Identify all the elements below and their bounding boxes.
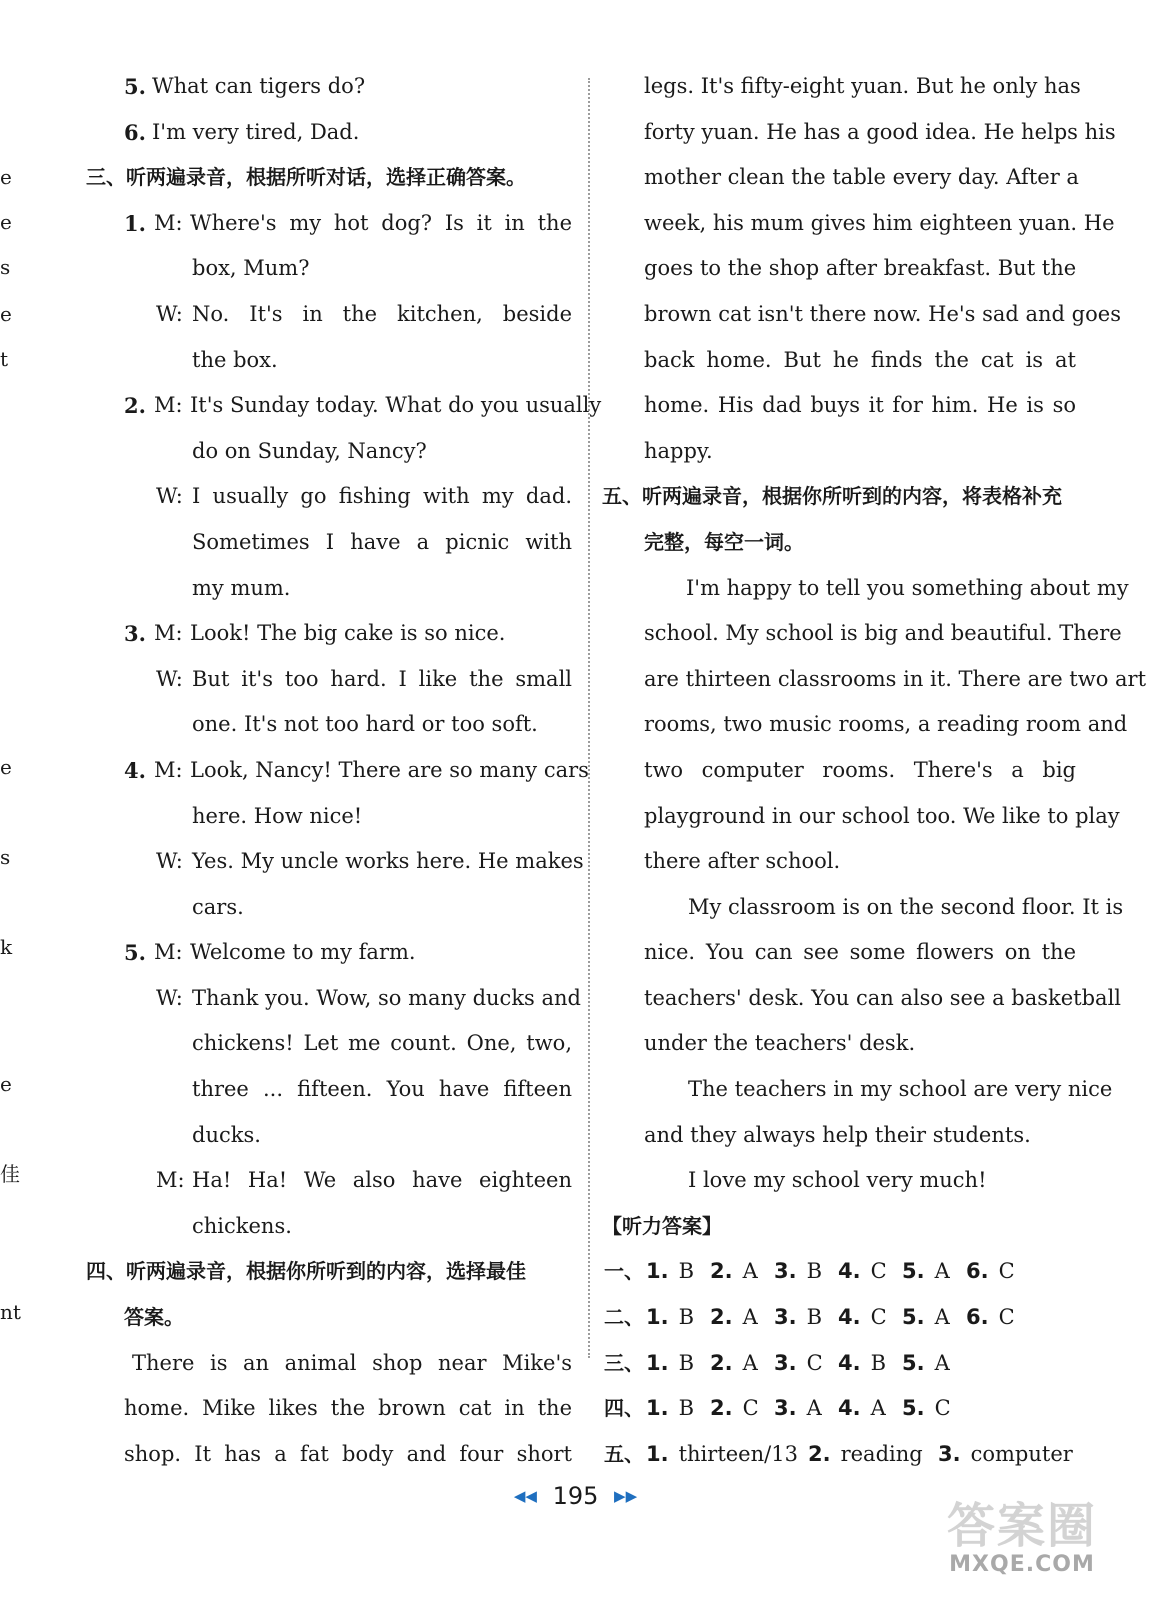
column-divider (588, 78, 590, 1358)
dialogue-line: box, Mum? (192, 256, 310, 281)
answers-title: 【听力答案】 (602, 1213, 722, 1238)
speaker-label: W: (156, 301, 183, 326)
answer-item (808, 1432, 923, 1478)
speaker-label: M: (154, 621, 183, 646)
answer-item (838, 1295, 887, 1341)
passage-line: and they always help their students. (644, 1122, 1031, 1147)
passage-line: playground in our school too. We like to play (644, 803, 1120, 828)
answer-value: C (998, 1305, 1015, 1330)
passage-line: shop. It has a fat body and four short (124, 1441, 572, 1466)
answer-item (646, 1295, 694, 1341)
watermark-logo (929, 1500, 1115, 1586)
watermark-url: MXQE.COM (949, 1552, 1095, 1577)
answer-item (646, 1249, 694, 1295)
answer-value: A (742, 1350, 758, 1375)
dialogue-text: Thank you. Wow, so many ducks and (192, 985, 581, 1010)
answer-label: 五、 (604, 1441, 644, 1466)
answer-row (602, 1386, 1076, 1432)
answer-value: C (870, 1305, 887, 1330)
answer-item (838, 1249, 887, 1295)
passage-line: week, his mum gives him eighteen yuan. He (644, 210, 1115, 235)
answer-value: C (742, 1396, 759, 1421)
answer-num: 2. (710, 1259, 733, 1284)
dialogue-line (86, 839, 584, 885)
answer-value: B (870, 1350, 887, 1375)
answer-num: 3. (774, 1305, 797, 1330)
dialogue-line (86, 976, 581, 1022)
dialogue-line (86, 930, 572, 976)
answer-item (646, 1386, 694, 1432)
answer-row (602, 1295, 1076, 1341)
edge-fragment: e (0, 1072, 12, 1096)
edge-fragment: t (0, 347, 9, 371)
answer-label: 三、 (604, 1350, 644, 1375)
speaker-label: M: (154, 757, 183, 782)
answer-num: 3. (774, 1350, 797, 1375)
answer-num: 5. (902, 1350, 925, 1375)
answer-num: 3. (774, 1396, 797, 1421)
answer-value: C (870, 1259, 887, 1284)
edge-fragment: nt (0, 1300, 21, 1324)
answer-num: 3. (938, 1441, 961, 1466)
item-number: 4. (124, 757, 146, 783)
speaker-label: W: (156, 484, 183, 509)
passage-line: back home. But he finds the cat is at (644, 347, 1076, 372)
dialogue-text: Look! The big cake is so nice. (190, 621, 506, 646)
right-column (602, 64, 1147, 1477)
passage-line: there after school. (644, 849, 841, 874)
edge-fragment: e (0, 210, 12, 234)
dialogue-text: Look, Nancy! There are so many cars (190, 757, 589, 782)
dialogue-text: No. It's in the kitchen, beside (192, 301, 572, 326)
item-number: 1. (124, 210, 146, 236)
answer-num: 5. (902, 1305, 925, 1330)
prev-page-icon[interactable]: ◀◀ (513, 1487, 537, 1505)
answer-value: reading (840, 1441, 923, 1466)
speaker-label: M: (156, 1168, 185, 1193)
edge-fragments (0, 0, 21, 1600)
passage-line: are thirteen classrooms in it. There are two art (644, 666, 1147, 691)
answer-num: 1. (646, 1350, 669, 1375)
answer-num: 1. (646, 1305, 669, 1330)
section-3-title: 三、听两遍录音，根据所听对话，选择正确答案。 (86, 165, 526, 190)
section-4-title-cont: 答案。 (124, 1305, 184, 1330)
answer-item (710, 1295, 758, 1341)
left-column (86, 64, 602, 1477)
answer-num: 2. (808, 1441, 831, 1466)
answer-item (938, 1432, 1073, 1478)
dialogue-text: Yes. My uncle works here. He makes (192, 849, 584, 874)
answer-row (602, 1249, 1076, 1295)
item-text: I'm very tired, Dad. (152, 119, 360, 144)
edge-fragment: e (0, 165, 12, 189)
passage-line: brown cat isn't there now. He's sad and goes (644, 301, 1121, 326)
answer-num: 1. (646, 1259, 669, 1284)
passage-line: I'm happy to tell you something about my (686, 575, 1129, 600)
answer-value: A (742, 1259, 758, 1284)
answer-item (966, 1249, 1015, 1295)
answer-num: 4. (838, 1259, 861, 1284)
answer-value: B (678, 1305, 695, 1330)
answer-item (774, 1249, 822, 1295)
dialogue-line: the box. (192, 347, 278, 372)
answer-num: 2. (710, 1350, 733, 1375)
dialogue-line (86, 383, 602, 429)
section-5-title-cont: 完整，每空一词。 (644, 529, 804, 554)
passage-line: There is an animal shop near Mike's (132, 1350, 572, 1375)
dialogue-line (86, 474, 572, 520)
dialogue-line (86, 657, 572, 703)
passage-line: home. His dad buys it for him. He is so (644, 393, 1076, 418)
dialogue-line (86, 748, 589, 794)
dialogue-text: Where's my hot dog? Is it in the (190, 210, 572, 235)
list-item (86, 110, 572, 156)
item-number: 6. (124, 119, 146, 145)
passage-line: happy. (644, 438, 713, 463)
answer-item (646, 1341, 694, 1387)
edge-fragment: e (0, 755, 12, 779)
speaker-label: M: (154, 393, 183, 418)
answer-num: 4. (838, 1350, 861, 1375)
answer-value: A (934, 1259, 950, 1284)
dialogue-line (86, 1158, 572, 1204)
item-number: 5. (124, 74, 146, 99)
answer-label: 四、 (604, 1396, 644, 1421)
answer-value: A (934, 1350, 950, 1375)
passage-line: nice. You can see some flowers on the (644, 940, 1076, 965)
dialogue-line: cars. (192, 894, 244, 919)
answer-value: C (806, 1350, 823, 1375)
dialogue-line (86, 201, 572, 247)
answer-item (774, 1386, 822, 1432)
answer-num: 2. (710, 1396, 733, 1421)
answer-item (710, 1249, 758, 1295)
dialogue-text: But it's too hard. I like the small (192, 666, 572, 691)
answer-label: 一、 (604, 1259, 644, 1284)
answer-num: 6. (966, 1305, 989, 1330)
answer-item (902, 1249, 950, 1295)
passage-line: legs. It's fifty-eight yuan. But he only has (644, 74, 1081, 98)
answer-row (602, 1432, 1076, 1478)
dialogue-text: Ha! Ha! We also have eighteen (192, 1168, 572, 1193)
dialogue-line: Sometimes I have a picnic with (192, 529, 572, 554)
passage-line: goes to the shop after breakfast. But the (644, 256, 1077, 281)
answer-value: A (934, 1305, 950, 1330)
answer-num: 6. (966, 1259, 989, 1284)
dialogue-line: my mum. (192, 575, 291, 600)
answer-value: B (678, 1396, 695, 1421)
answer-num: 3. (774, 1259, 797, 1284)
dialogue-line: chickens! Let me count. One, two, (192, 1031, 572, 1056)
speaker-label: M: (154, 210, 183, 235)
list-item (86, 64, 572, 110)
item-number: 5. (124, 940, 146, 966)
dialogue-line (86, 292, 572, 338)
passage-line: home. Mike likes the brown cat in the (124, 1396, 572, 1421)
passage-line: forty yuan. He has a good idea. He helps his (644, 119, 1116, 144)
dialogue-text: I usually go fishing with my dad. (192, 484, 572, 509)
passage-line: under the teachers' desk. (644, 1031, 916, 1056)
dialogue-line: chickens. (192, 1213, 292, 1238)
answer-label: 二、 (604, 1305, 644, 1330)
dialogue-line: ducks. (192, 1122, 261, 1147)
answer-item (774, 1295, 822, 1341)
edge-fragment: e (0, 302, 12, 326)
dialogue-text: It's Sunday today. What do you usually (190, 393, 602, 418)
answer-num: 4. (838, 1396, 861, 1421)
answer-value: B (678, 1350, 695, 1375)
answer-value: B (806, 1305, 823, 1330)
answer-num: 1. (646, 1441, 669, 1466)
answer-num: 5. (902, 1396, 925, 1421)
answer-item (710, 1341, 758, 1387)
answer-value: C (998, 1259, 1015, 1284)
passage-line: I love my school very much! (688, 1168, 987, 1193)
item-number: 2. (124, 393, 146, 419)
dialogue-text: Welcome to my farm. (190, 940, 416, 965)
answer-item (774, 1341, 823, 1387)
answer-item (838, 1386, 886, 1432)
answer-value: A (742, 1305, 758, 1330)
edge-fragment: s (0, 255, 11, 279)
answer-num: 1. (646, 1396, 669, 1421)
edge-fragment: s (0, 845, 11, 869)
answer-value: A (870, 1396, 886, 1421)
answer-value: B (678, 1259, 695, 1284)
section-5-title: 五、听两遍录音，根据你所听到的内容，将表格补充 (602, 484, 1062, 509)
answer-value: C (934, 1396, 951, 1421)
dialogue-line: here. How nice! (192, 803, 363, 828)
answer-row (602, 1341, 1076, 1387)
answer-item (966, 1295, 1015, 1341)
dialogue-line: do on Sunday, Nancy? (192, 438, 427, 463)
next-page-icon[interactable]: ▶▶ (614, 1487, 638, 1505)
answer-item (902, 1295, 950, 1341)
passage-line: school. My school is big and beautiful. There (644, 621, 1122, 646)
passage-line: The teachers in my school are very nice (688, 1077, 1113, 1102)
speaker-label: M: (154, 940, 183, 965)
passage-line: two computer rooms. There's a big (644, 757, 1076, 782)
answer-item (902, 1386, 951, 1432)
answer-num: 5. (902, 1259, 925, 1284)
passage-line: My classroom is on the second floor. It is (688, 894, 1124, 919)
item-text: What can tigers do? (152, 74, 366, 98)
speaker-label: W: (156, 666, 183, 691)
answer-item (902, 1341, 950, 1387)
edge-fragment: k (0, 935, 13, 959)
passage-line: mother clean the table every day. After a (644, 165, 1079, 190)
answer-item (710, 1386, 759, 1432)
passage-line: teachers' desk. You can also see a basketball (644, 985, 1122, 1010)
dialogue-line: one. It's not too hard or too soft. (192, 712, 538, 737)
answer-num: 2. (710, 1305, 733, 1330)
answer-item (646, 1432, 798, 1478)
passage-line: rooms, two music rooms, a reading room and (644, 712, 1128, 737)
page-number: 195 (552, 1482, 599, 1510)
item-number: 3. (124, 621, 146, 647)
answer-value: computer (970, 1441, 1073, 1466)
answer-value: A (806, 1396, 822, 1421)
speaker-label: W: (156, 985, 183, 1010)
answer-value: thirteen/13 (678, 1441, 798, 1466)
speaker-label: W: (156, 849, 183, 874)
answer-value: B (806, 1259, 823, 1284)
dialogue-line (86, 611, 572, 657)
section-4-title: 四、听两遍录音，根据你所听到的内容，选择最佳 (86, 1259, 526, 1284)
answer-item (838, 1341, 886, 1387)
edge-fragment: 佳 (0, 1162, 20, 1186)
dialogue-line: three ... fifteen. You have fifteen (192, 1077, 572, 1102)
answer-num: 4. (838, 1305, 861, 1330)
watermark-title: 答案圈 (946, 1498, 1097, 1554)
